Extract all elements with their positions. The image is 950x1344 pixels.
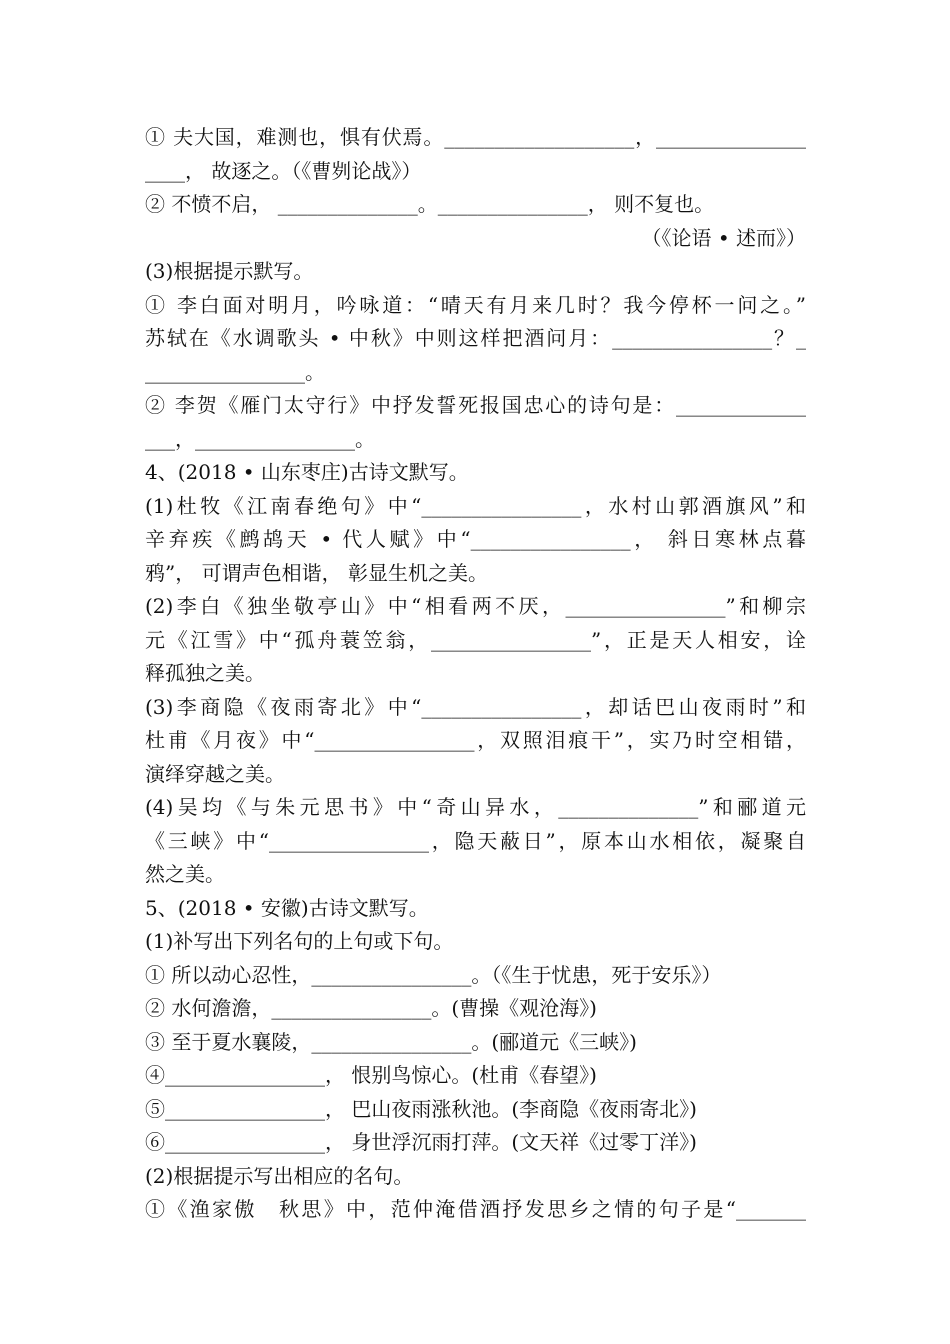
section-heading: (3)根据提示默写。: [145, 259, 314, 283]
section-heading: (1)补写出下列名句的上句或下句。: [145, 929, 454, 953]
text-line: 然之美。: [145, 862, 225, 886]
text-line: 鸦”， 可谓声色相谐， 彰显生机之美。: [145, 560, 488, 585]
source-citation: （《论语 • 述而》）: [641, 225, 806, 250]
text-line: ① 李白面对明月，吟咏道：“晴天有月来几时？我今停杯一问之。”: [145, 292, 806, 317]
text-line: ⑥________________， 身世浮沉雨打萍。(文天祥《过零丁洋》): [145, 1130, 697, 1154]
text-line: ①《渔家傲 秋思》中，范仲淹借酒抒发思乡之情的句子是“_______: [145, 1197, 806, 1221]
text-line: 杜甫《月夜》中“________________，双照泪痕干”，实乃时空相错，: [145, 728, 806, 752]
text-line: ② 不愤不启， ______________。_______________， 则不复也。: [145, 192, 715, 216]
text-line: ③ 至于夏水襄陵，________________。(郦道元《三峡》): [145, 1029, 637, 1054]
text-line: ① 所以动心忍性，________________。（《生于忧患，死于安乐》）: [145, 962, 722, 987]
text-line: ____， 故逐之。（《曹刿论战》）: [145, 158, 422, 183]
text-line: 辛弃疾《鹧鸪天 • 代人赋》中“________________， 斜日寒林点暮: [145, 527, 806, 551]
text-line: (2)李白《独坐敬亭山》中“相看两不厌，________________”和柳宗: [145, 594, 806, 618]
section-heading: (2)根据提示写出相应的名句。: [145, 1163, 414, 1188]
text-line: (1)杜牧《江南春绝句》中“________________，水村山郭酒旗风”和: [145, 493, 806, 518]
text-line: 演绎穿越之美。: [145, 761, 285, 786]
text-line: (3)李商隐《夜雨寄北》中“________________，却话巴山夜雨时”和: [145, 694, 806, 719]
question-heading: 4、(2018 • 山东枣庄)古诗文默写。: [145, 460, 469, 484]
text-line: ___，________________。: [145, 426, 375, 451]
text-line: 释孤独之美。: [145, 661, 265, 685]
text-line: ________________。: [145, 359, 325, 384]
text-line: ⑤________________， 巴山夜雨涨秋池。(李商隐《夜雨寄北》): [145, 1096, 697, 1121]
text-line: ① 夫大国，难测也，惧有伏焉。___________________，_______________: [145, 125, 806, 149]
text-line: ② 水何澹澹，________________。(曹操《观沧海》): [145, 996, 597, 1020]
question-heading: 5、(2018 • 安徽)古诗文默写。: [145, 895, 429, 920]
text-line: (4)吴均《与朱元思书》中“奇山异水，______________”和郦道元: [145, 795, 806, 819]
text-line: ④________________， 恨别鸟惊心。(杜甫《春望》): [145, 1063, 597, 1087]
text-line: 苏轼在《水调歌头 • 中秋》中则这样把酒问月：________________？_: [145, 326, 806, 350]
document-body: [145, 121, 806, 1227]
text-line: 元《江雪》中“孤舟蓑笠翁，________________”，正是天人相安，诠: [145, 627, 806, 652]
text-line: 《三峡》中“________________，隐天蔽日”，原本山水相依，凝聚自: [145, 828, 806, 853]
text-line: ② 李贺《雁门太守行》中抒发誓死报国忠心的诗句是：_____________: [145, 393, 806, 417]
